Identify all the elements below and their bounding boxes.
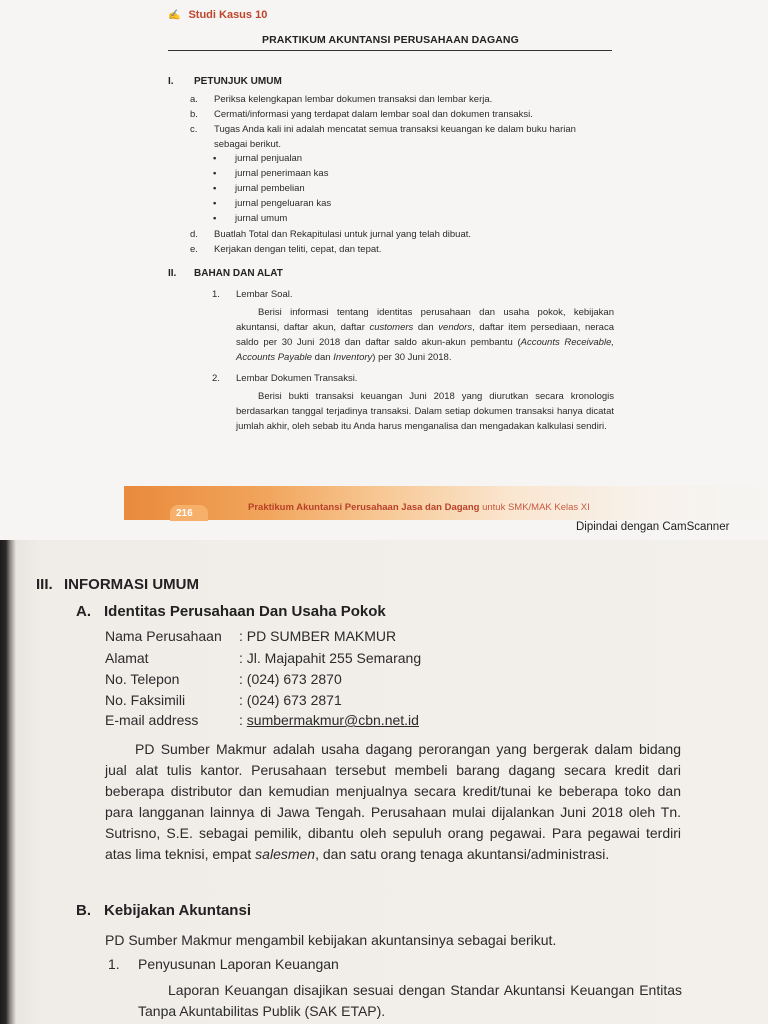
list-item: • jurnal pembelian <box>213 183 305 194</box>
instruction-c: c. Tugas Anda kali ini adalah mencatat semua transaksi keuangan ke dalam buku harian <box>190 124 576 135</box>
policy-1-text: Laporan Keuangan disajikan sesuai dengan Standar Akuntansi Keuangan Entitas Tanpa Akuntabilitas Publik (SAK ETAP). <box>138 982 682 1019</box>
material-1-description: Berisi informasi tentang identitas perusahaan dan usaha pokok, kebijakan akuntansi, daftar akun, daftar customers dan vendors, daftar item persediaan, neraca saldo per 30 Juni 2018 dan daftar saldo akun-akun pembantu (Accounts Receivable, Accounts Payable dan Inventory) per 30 Juni 2018. <box>236 307 614 363</box>
section-1-heading: I. PETUNJUK UMUM <box>168 76 282 87</box>
case-label: ✍ Studi Kasus 10 <box>168 9 268 21</box>
title-divider <box>168 50 612 51</box>
list-item: • jurnal penjualan <box>213 153 303 164</box>
instruction-b: b. Cermati/informasi yang terdapat dalam lembar soal dan dokumen transaksi. <box>190 109 533 120</box>
section-2-heading: II. BAHAN DAN ALAT <box>168 268 283 279</box>
material-2-title: 2. Lembar Dokumen Transaksi. <box>212 373 358 384</box>
identity-row-address: Alamat : Jl. Majapahit 255 Semarang <box>105 650 422 666</box>
material-2-description: Berisi bukti transaksi keuangan Juni 2018 yang diurutkan secara kronologis berdasarkan tanggal terjadinya transaksi. Dalam setiap dokumen transaksi hanya dicatat jumlah akhir, oleh sebab itu Anda harus menganalisa dan mengadakan kalkulasi sendiri. <box>236 391 614 432</box>
company-description: PD Sumber Makmur adalah usaha dagang perorangan yang bergerak dalam bidang jual alat tulis kantor. Perusahaan tersebut membeli barang dagang secara kredit dari beberapa distributor dan kemudian menjualnya secara kredit/tunai ke beberapa toko dan para langganan lainnya di Jawa Tengah. Perusahaan mulai dijalankan Juni 2018 oleh Tn. Sutrisno, S.E. sebagai pemilik, dibantu oleh sepuluh orang pegawai. Para pegawai terdiri atas lima teknisi, empat salesmen, dan satu orang tenaga akuntansi/administrasi. <box>105 741 681 862</box>
pencil-icon: ✍ <box>168 10 181 21</box>
list-item: • jurnal umum <box>213 213 288 224</box>
instruction-e: e. Kerjakan dengan teliti, cepat, dan tepat. <box>190 244 382 255</box>
identity-row-company: Nama Perusahaan : PD SUMBER MAKMUR <box>105 628 397 644</box>
document-title: PRAKTIKUM AKUNTANSI PERUSAHAAN DAGANG <box>262 34 519 46</box>
subsection-b-heading: B. Kebijakan Akuntansi <box>76 902 251 919</box>
identity-row-phone: No. Telepon : (024) 673 2870 <box>105 671 342 687</box>
identity-row-fax: No. Faksimili : (024) 673 2871 <box>105 692 342 708</box>
list-item: • jurnal penerimaan kas <box>213 168 329 179</box>
list-item: • jurnal pengeluaran kas <box>213 198 332 209</box>
page-number: 216 <box>176 508 193 519</box>
section-3-heading: III. INFORMASI UMUM <box>36 576 199 593</box>
subsection-a-heading: A. Identitas Perusahaan Dan Usaha Pokok <box>76 603 386 620</box>
book-page-bottom <box>0 540 768 1024</box>
instruction-d: d. Buatlah Total dan Rekapitulasi untuk jurnal yang telah dibuat. <box>190 229 472 240</box>
policy-intro: PD Sumber Makmur mengambil kebijakan akuntansinya sebagai berikut. <box>105 932 557 948</box>
identity-row-email: E-mail address : sumbermakmur@cbn.net.id <box>105 712 419 728</box>
instruction-a: a. Periksa kelengkapan lembar dokumen transaksi dan lembar kerja. <box>190 94 493 105</box>
policy-1-title: 1. Penyusunan Laporan Keuangan <box>108 956 339 972</box>
scanner-watermark: Dipindai dengan CamScanner <box>576 521 730 533</box>
instruction-c-cont: sebagai berikut. <box>214 139 282 150</box>
material-1-title: 1. Lembar Soal. <box>212 289 293 300</box>
book-title-footer: Praktikum Akuntansi Perusahaan Jasa dan Dagang untuk SMK/MAK Kelas XI <box>248 502 590 513</box>
email-link: sumbermakmur@cbn.net.id <box>246 712 419 728</box>
